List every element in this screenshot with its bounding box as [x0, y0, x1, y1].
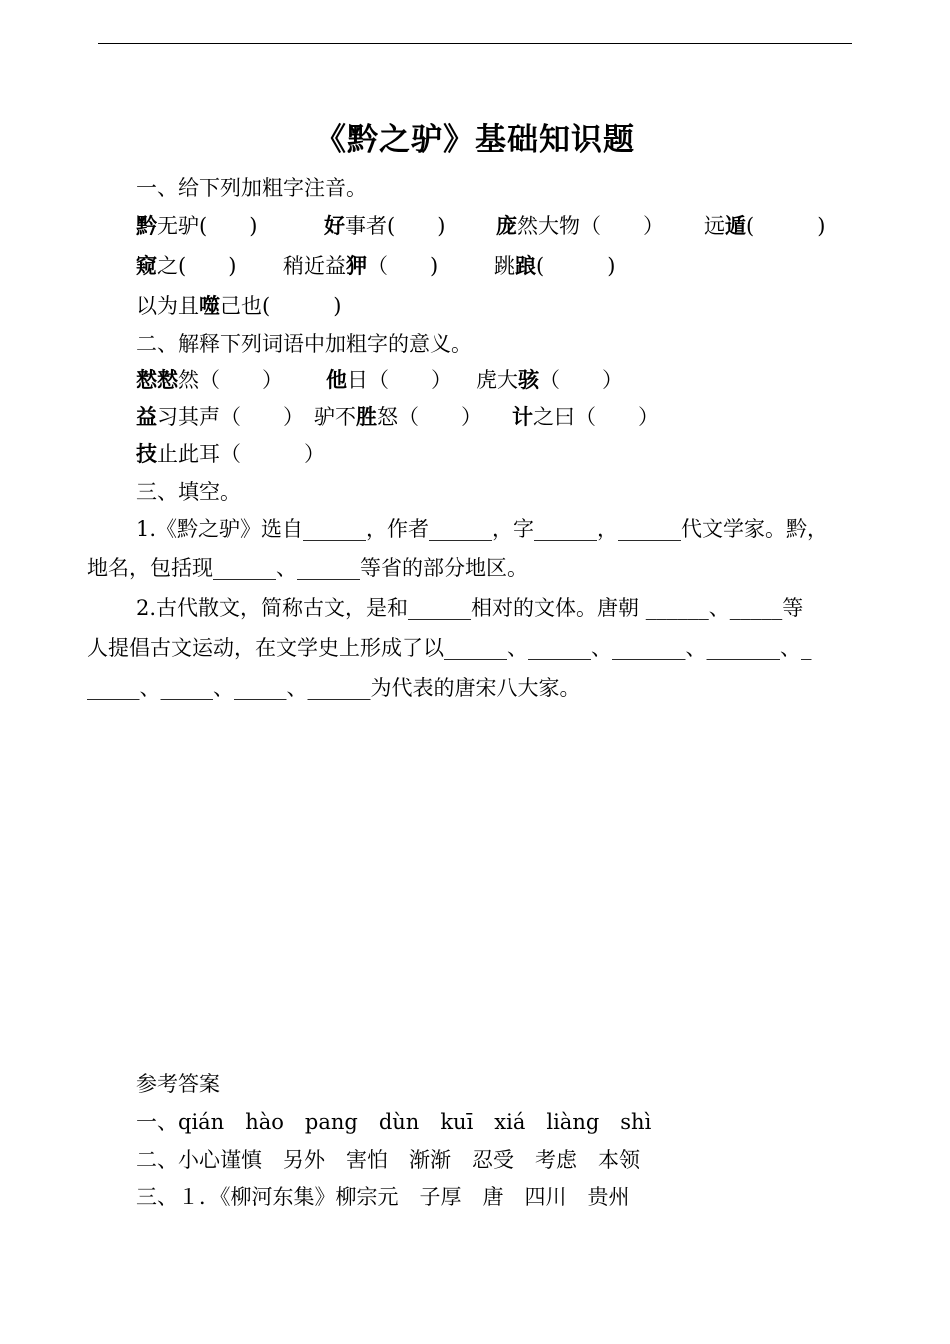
item-hao: 好事者( ) [324, 213, 446, 238]
item-qian: 黔无驴( ) [136, 213, 258, 238]
answers-line-1: 一、qián hào pang dùn kuī xiá liàng shì [136, 1110, 652, 1134]
item-yinyin: 慭慭然（ ） [136, 367, 283, 392]
section2-row3: 技止此耳（ ） [136, 441, 325, 466]
item-xia: 稍近益狎（ ) [283, 253, 439, 278]
section3-heading: 三、填空。 [136, 480, 241, 504]
section2-row2 [136, 402, 856, 432]
section1-row1 [136, 211, 856, 241]
section1-heading: 一、给下列加粗字注音。 [136, 176, 367, 200]
item-kui: 窥之( ) [136, 253, 237, 278]
question-1-line-2: 地名，包括现______、______等省的部分地区。 [87, 556, 528, 580]
question-2-line-2: 人提倡古文运动，在文学史上形成了以______、______、_______、_______、_ [87, 636, 812, 660]
section1-row3: 以为且噬己也( ) [136, 293, 342, 318]
page-title: 《黔之驴》基础知识题 [315, 122, 635, 158]
answers-line-3: 三、１．《柳河东集》柳宗元 子厚 唐 四川 贵州 [136, 1185, 630, 1209]
question-1-line-1: 1.《黔之驴》选自______，作者______，字______，______代文学家。黔， [136, 517, 829, 541]
item-ta: 他日（ ） [326, 367, 452, 392]
answers-heading: 参考答案 [136, 1072, 220, 1096]
item-ji: 计之曰（ ） [512, 404, 659, 429]
section2-heading: 二、解释下列词语中加粗字的意义。 [136, 332, 472, 356]
item-dun: 远遁( ) [704, 213, 826, 238]
question-2-line-3: _____、_____、_____、______为代表的唐宋八大家。 [87, 676, 581, 700]
section1-row2 [136, 251, 856, 281]
answers-line-2: 二、小心谨慎 另外 害怕 渐渐 忍受 考虑 本领 [136, 1148, 640, 1172]
header-rule [98, 43, 852, 44]
item-pang: 庞然大物（ ） [496, 213, 664, 238]
item-liang: 跳踉( ) [494, 253, 616, 278]
item-yi: 益习其声（ ） [136, 404, 304, 429]
item-hai: 虎大骇（ ） [476, 367, 623, 392]
section2-row1 [136, 365, 856, 395]
item-sheng: 驴不胜怒（ ） [314, 404, 482, 429]
question-2-line-1: 2.古代散文，简称古文，是和______相对的文体。唐朝 ______、_____等 [136, 596, 804, 620]
